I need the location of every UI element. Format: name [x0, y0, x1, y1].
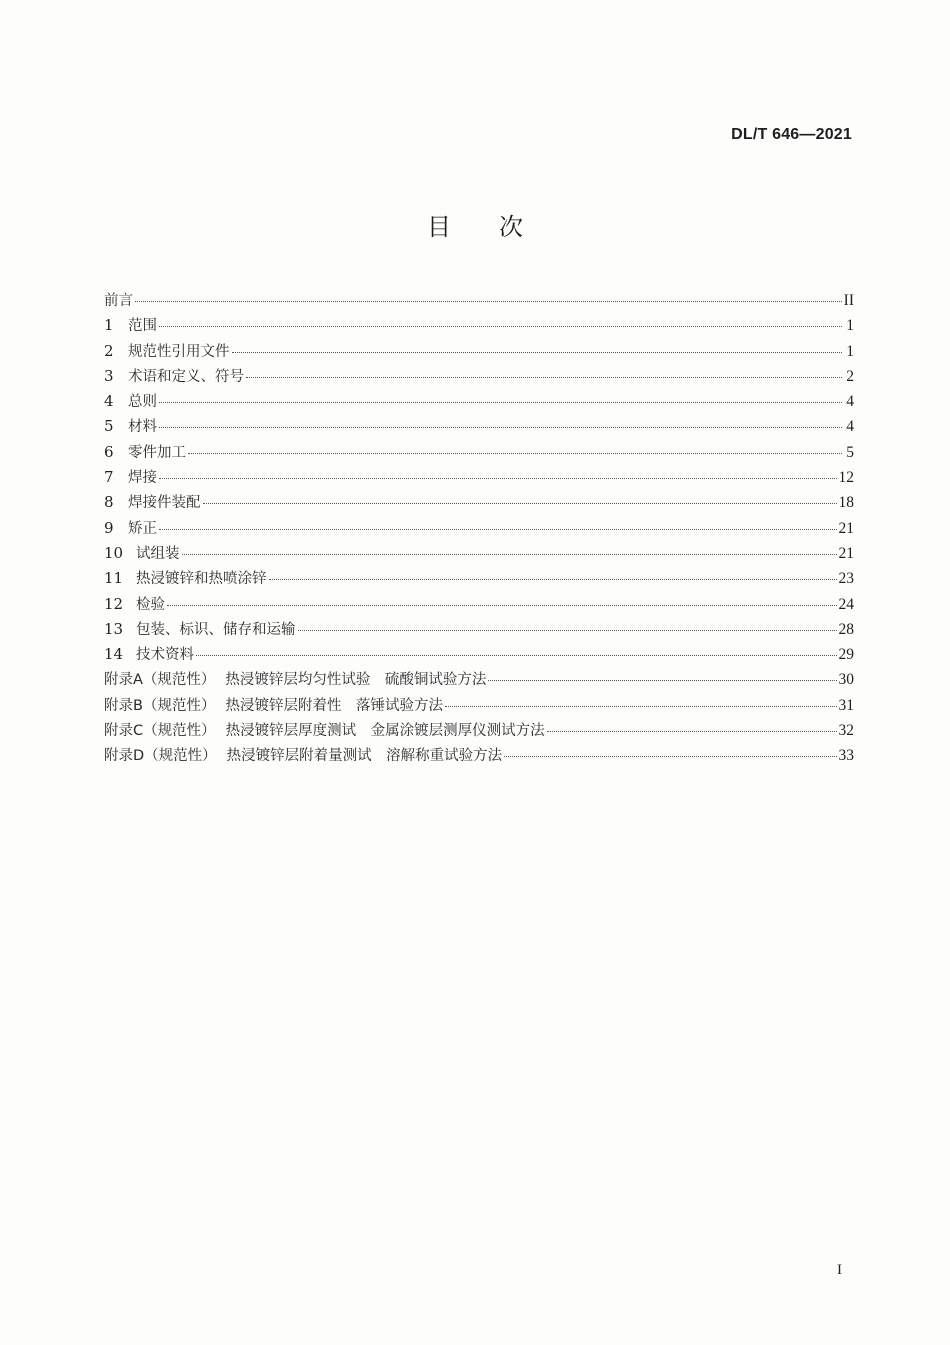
toc-number: 4 — [104, 392, 114, 411]
leader-dots — [547, 730, 837, 732]
appendix-letter: B — [133, 697, 143, 714]
toc-page: 18 — [838, 494, 854, 512]
leader-dots — [135, 300, 842, 302]
toc-label: 检验 — [136, 596, 165, 613]
toc-entry[interactable] — [104, 516, 854, 541]
toc-number: 8 — [104, 493, 114, 512]
toc-number: 7 — [104, 468, 114, 487]
leader-dots — [269, 578, 837, 580]
toc-number: 3 — [104, 366, 114, 385]
toc-entry[interactable] — [104, 566, 854, 591]
toc-page: 29 — [838, 646, 854, 664]
toc-entry[interactable] — [104, 313, 854, 338]
toc-page: 1 — [846, 317, 854, 335]
appendix-prefix: 附录 — [104, 697, 133, 714]
appendix-type: （规范性） — [144, 748, 217, 765]
toc-page: 32 — [838, 722, 854, 740]
toc-number: 1 — [104, 316, 114, 335]
toc-appendix-a[interactable] — [104, 667, 854, 692]
appendix-letter: D — [133, 748, 145, 765]
toc-entry-preface[interactable] — [104, 288, 854, 313]
toc-number: 14 — [104, 645, 124, 664]
toc-number: 9 — [104, 518, 114, 537]
toc-label: 热浸镀锌和热喷涂锌 — [136, 571, 267, 588]
toc-entry[interactable] — [104, 389, 854, 414]
toc-page: 28 — [838, 620, 854, 638]
leader-dots — [159, 528, 837, 530]
toc-page: 30 — [838, 671, 854, 689]
toc-page: 5 — [846, 443, 854, 461]
appendix-title: 热浸镀锌层均匀性试验 硫酸铜试验方法 — [225, 672, 487, 689]
appendix-title: 热浸镀锌层厚度测试 金属涂镀层测厚仪测试方法 — [225, 723, 545, 740]
appendix-title: 热浸镀锌层附着量测试 溶解称重试验方法 — [226, 748, 503, 765]
page-title: 目次 — [427, 213, 571, 241]
appendix-type: （规范性） — [142, 697, 216, 714]
toc-label: 材料 — [128, 419, 157, 436]
toc-entry[interactable] — [104, 642, 854, 667]
toc-page: II — [843, 292, 854, 309]
toc-page: 23 — [838, 570, 854, 588]
toc-number: 2 — [104, 341, 114, 360]
toc-appendix-c[interactable] — [104, 718, 854, 743]
toc-label: 零件加工 — [128, 444, 186, 461]
toc-page: 4 — [846, 418, 854, 436]
toc-entry[interactable] — [104, 490, 854, 515]
toc-label: 总则 — [128, 394, 157, 411]
toc-page: 21 — [838, 544, 854, 562]
toc-page: 24 — [838, 595, 854, 613]
toc-number: 6 — [104, 442, 114, 461]
standard-code: DL/T 646—2021 — [731, 126, 852, 143]
leader-dots — [159, 426, 842, 428]
toc-appendix-b[interactable] — [104, 693, 854, 718]
toc-page: 31 — [838, 696, 854, 714]
toc-label: 前言 — [104, 293, 133, 309]
toc-page: 21 — [838, 519, 854, 537]
toc-entry[interactable] — [104, 617, 854, 642]
appendix-type: （规范性） — [143, 723, 216, 740]
toc-entry[interactable] — [104, 592, 854, 617]
toc-number: 12 — [104, 594, 124, 613]
toc-label: 焊接 — [128, 470, 157, 487]
toc-entry[interactable] — [104, 339, 854, 364]
toc-label: 范围 — [128, 318, 157, 335]
leader-dots — [167, 604, 837, 606]
appendix-title: 热浸镀锌层附着性 落锤试验方法 — [225, 697, 443, 714]
toc-label: 技术资料 — [136, 647, 194, 664]
leader-dots — [298, 629, 837, 631]
toc-number: 5 — [104, 417, 114, 436]
toc-page: 12 — [838, 469, 854, 487]
toc-entry[interactable] — [104, 541, 854, 566]
toc-entry[interactable] — [104, 440, 854, 465]
leader-dots — [232, 351, 843, 353]
toc-page: 33 — [838, 747, 854, 765]
toc-page: 1 — [846, 342, 854, 360]
leader-dots — [159, 401, 842, 403]
leader-dots — [203, 502, 837, 504]
leader-dots — [182, 553, 837, 555]
toc-number: 13 — [104, 619, 124, 638]
toc-label: 焊接件装配 — [128, 495, 201, 512]
leader-dots — [488, 679, 836, 681]
appendix-prefix: 附录 — [104, 672, 133, 689]
leader-dots — [159, 325, 842, 327]
toc-page: 2 — [846, 367, 854, 385]
toc-number: 10 — [104, 543, 124, 562]
toc-label: 规范性引用文件 — [128, 343, 230, 360]
leader-dots — [159, 477, 837, 479]
leader-dots — [246, 376, 842, 378]
toc-entry[interactable] — [104, 364, 854, 389]
toc-label: 术语和定义、符号 — [128, 368, 244, 385]
leader-dots — [445, 705, 837, 707]
toc-entry[interactable] — [104, 465, 854, 490]
toc-page: 4 — [846, 393, 854, 411]
leader-dots — [188, 452, 842, 454]
toc-label: 矫正 — [128, 520, 157, 537]
toc-entry[interactable] — [104, 414, 854, 439]
leader-dots — [504, 755, 836, 757]
appendix-prefix: 附录 — [104, 723, 133, 740]
toc-label: 包装、标识、储存和运输 — [136, 621, 296, 638]
leader-dots — [196, 654, 837, 656]
footer-page-number: I — [837, 1262, 842, 1278]
toc-number: 11 — [104, 569, 124, 588]
appendix-letter: A — [133, 672, 143, 689]
appendix-type: （规范性） — [142, 672, 216, 689]
toc-label: 试组装 — [136, 545, 180, 562]
table-of-contents — [104, 288, 854, 769]
appendix-prefix: 附录 — [104, 748, 133, 765]
appendix-letter: C — [133, 723, 144, 740]
toc-appendix-d[interactable] — [104, 743, 854, 768]
